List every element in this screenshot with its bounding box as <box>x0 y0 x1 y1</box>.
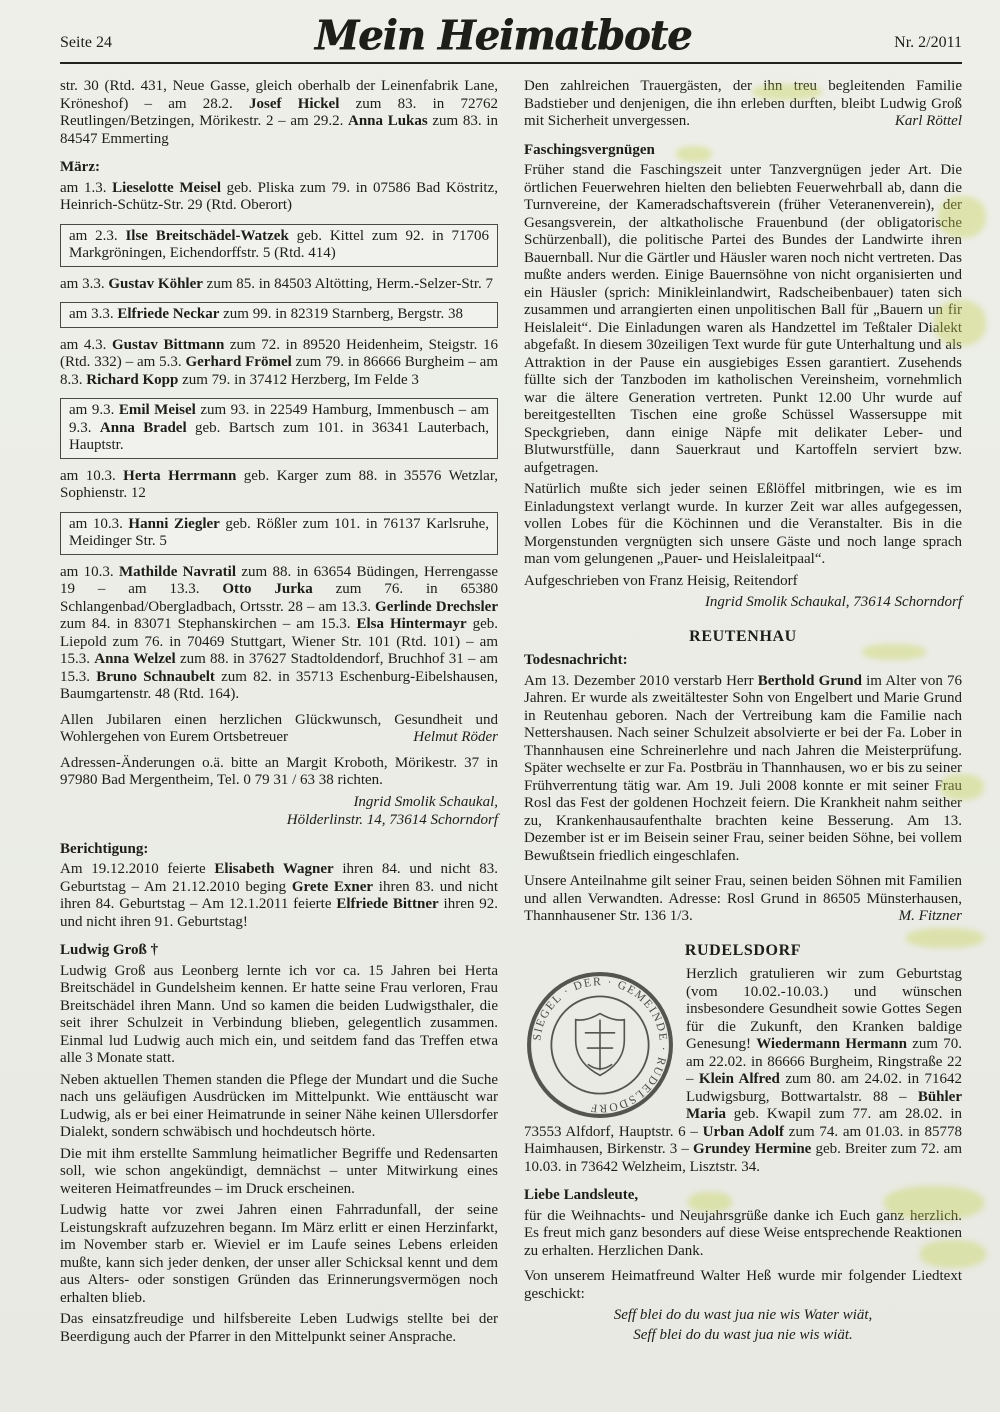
boxed-birthday-entry: am 2.3. Ilse Breitschädel-Watzek geb. Kittel zum 92. in 71706 Markgröningen, Eichendorffstr. 5 (Rtd. 414) <box>60 224 498 267</box>
landsleute-heading: Liebe Landsleute, <box>524 1187 639 1203</box>
masthead-title: Mein Heimatbote <box>314 11 692 60</box>
rudelsdorf-text: Herzlich gratulieren wir zum Geburtstag (vom 10.02.-10.03.) und wünschen insbesondere Gesundheit sowie Gottes Segen für die Zukunft, den Kranken baldige Genesung! Wiedermann Hermann zum 70. am 22.02. in 86666 Burgheim, Ringstraße 22 – Klein Alfred zum 80. am 24.02. in 71642 Ludwigsburg, Bottwartalstr. 88 – Bühler Maria geb. Kwapil zum 77. am 28.02. in 73553 Alfdorf, Hauptstr. 6 – Urban Adolf zum 74. am 01.03. in 85778 Haimhausen, Birkenstr. 3 – Grundey Hermine geb. Breiter zum 72. am 10.03. in 73642 Welzheim, Lisztstr. 34. <box>524 966 962 1175</box>
seal-graphic <box>524 969 676 1121</box>
obituary-closing: Den zahlreichen Trauergästen, der ihn treu begleitenden Familie Badstieber und denjenigen, die ihn erleben durften, bleibt Ludwig Groß mit Sicherheit unvergessen. Karl Röttel <box>524 78 962 129</box>
correction-heading: Berichtigung: <box>60 840 149 857</box>
editor-signature: Ingrid Smolik Schaukal, <box>353 793 498 810</box>
town-heading-reutenhau: REUTENHAU <box>689 627 797 645</box>
birthday-entry: am 10.3. Herta Herrmann geb. Karger zum 88. in 35576 Wetzlar, Sophienstr. 12 <box>60 467 498 501</box>
seal-crest <box>576 1014 625 1076</box>
right-column <box>524 78 962 1350</box>
birthday-entry: am 1.3. Lieselotte Meisel geb. Pliska zum 79. in 07586 Bad Köstritz, Heinrich-Schütz-Str. 29 (Rtd. Oberort) <box>60 179 498 213</box>
boxed-birthday-entry: am 9.3. Emil Meisel zum 93. in 22549 Hamburg, Immenbusch – am 9.3. Anna Bradel geb. Bartsch zum 101. in 36341 Lauterbach, Hauptstr. <box>60 398 498 459</box>
rudelsdorf-village-seal <box>524 969 676 1121</box>
obituary-paragraph: Die mit ihm erstellte Sammlung heimatlicher Begriffe und Redensarten soll, wie schon angekündigt, demnächst – unter Mitwirkung eines weiteren Heimatfreundes – im Druck erscheinen. <box>60 1145 498 1197</box>
song-line: Seff blei do du wast jua nie wis wiät. <box>633 1326 853 1343</box>
issue-number: Nr. 2/2011 <box>894 34 962 51</box>
editor-signature: Ingrid Smolik Schaukal, 73614 Schorndorf <box>704 594 962 610</box>
page-header <box>60 11 962 64</box>
page-number: Seite 24 <box>60 34 112 51</box>
svg-text:SIEGEL · DER · GEMEINDE · RUDE: SIEGEL · DER · GEMEINDE · RUDELSDORF <box>530 975 670 1115</box>
birthday-entry: am 4.3. Gustav Bittmann zum 72. in 89520 Heidenheim, Steigstr. 16 (Rtd. 332) – am 5.3. Gerhard Frömel zum 79. in 86666 Burgheim – am 8.3. Richard Kopp zum 79. in 37412 Herzberg, Im Felde 3 <box>60 336 499 388</box>
boxed-birthday-entry: am 3.3. Elfriede Neckar zum 99. in 82319 Starnberg, Bergstr. 38 <box>60 302 498 328</box>
birthday-entry: am 3.3. Gustav Köhler zum 85. in 84503 Altötting, Herm.-Selzer-Str. 7 <box>60 275 494 292</box>
editor-address: Hölderlinstr. 14, 73614 Schorndorf <box>286 812 498 828</box>
fasching-heading: Faschingsvergnügen <box>524 141 655 158</box>
thanks-paragraph: für die Weihnachts- und Neujahrsgrüße danke ich Euch ganz herzlich. Es freut mich ganz besonders auf diese Weise entsprechende Reaktionen zu erhalten. Herzlichen Dank. <box>524 1207 962 1259</box>
obituary-paragraph: Ludwig Groß aus Leonberg lernte ich vor ca. 15 Jahren bei Herta Breitschädel in Gundelsheim kennen. Er hatte seine Frau verloren, Frau Breitschädel ihren Mann. Und so kamen die beiden Ludwigsthaler, die seit ihrer Schulzeit in Verbindung blieben, gelegentlich zusammen. Einmal lud Ludwig auch mich ein, und seitdem fand das Treffen etwa alle 3 Monate statt. <box>60 962 498 1066</box>
fasching-credit: Aufgeschrieben von Franz Heisig, Reitendorf <box>524 572 798 589</box>
town-heading-rudelsdorf: RUDELSDORF <box>684 941 802 959</box>
fasching-paragraph: Natürlich mußte sich jeder seinen Eßlöffel mitbringen, wie es im Einladungstext verlangt wurde. In kurzer Zeit war alles aufgegessen, vollen Lobes für die Köchinnen und die Veranstalter. Bis in die Morgenstunden vergnügten sich unsere Gäste und noch lange sprach man vom gelungenen „Pauer- und Heislaleitpaal“. <box>524 481 962 567</box>
obituary-paragraph: Ludwig hatte vor zwei Jahren einen Fahrradunfall, der seine Leistungskraft aufzuzehren begann. Im März erlitt er einen Herzinfarkt, im November starb er. Wieviel er im Laufe seines Lebens erleiden mußte, kann sich jeder denken, der unser aller Schicksal kennt und dem aus Alters- oder sonstigen Gründen das Erinnerungsvermögen noch erhalten blieb. <box>60 1202 498 1306</box>
month-heading-maerz: März: <box>60 159 100 175</box>
obituary-paragraph: Neben aktuellen Themen standen die Pflege der Mundart und die Suche nach uns geläufigen Ausdrücken im Mittelpunkt. Wie enttäuscht war Ludwig, als er bei einer Heimatrunde in seiner Nähe keinen Ullersdorfer Dialekt, sondern schwäbisch und hochdeutsch hörte. <box>60 1071 498 1140</box>
death-notice-text: Am 13. Dezember 2010 verstarb Herr Berthold Grund im Alter von 76 Jahren. Er wurde als zweitältester Sohn von Engelbert und Marie Grund in Reutenhau geboren. Nach der Vertreibung kam die Familie nach Nettershausen. Nach seiner Schulzeit absolvierte er bei der Fa. Lober in Thannhausen eine Schreinerlehre und nach Jahren die Meisterprüfung. Später wechselte er zur Fa. Postbräu in Thannhausen, wo er bis zu seiner Frühverrentung tätig war. Am 19. Juli 2008 konnte er mit seiner Frau Rosl das Fest der goldenen Hochzeit feiern. Die Krankheit nahm seither zu, Krankenhausaufenthalte brachten keine Besserung. Am 13. Dezember ist er im Beisein seiner Frau, seiner beiden Söhne, bei vollem Bewußtsein friedlich eingeschlafen. <box>524 672 962 864</box>
birthday-entries-continued: str. 30 (Rtd. 431, Neue Gasse, gleich oberhalb der Leinenfabrik Lane, Kröneshof) – am 28.2. Josef Hickel zum 83. in 72762 Reutlingen/Betzingen, Mörikestr. 2 – am 29.2. Anna Lukas zum 83. in 84547 Emmerting <box>60 78 499 147</box>
obituary-paragraph: Das einsatzfreudige und hilfsbereite Leben Ludwigs stellte bei der Beerdigung auch der Pfarrer in den Mittelpunkt seiner Ansprache. <box>60 1311 498 1345</box>
song-line: Seff blei do du wast jua nie wis Water wiät, <box>613 1307 873 1323</box>
birthday-entry: am 10.3. Mathilde Navratil zum 88. in 63654 Büdingen, Herrengasse 19 – am 13.3. Otto Jurka zum 76. in 65380 Schlangenbad/Obergladbach, Ortsstr. 28 – am 13.3. Gerlinde Drechsler zum 84. in 83071 Stephanskirchen – am 15.3. Elsa Hintermayr geb. Liepold zum 76. in 70469 Stuttgart, Wiener Str. 101 (Rtd. 101) – am 15.3. Anna Welzel zum 88. in 37627 Stadtoldendorf, Bruchhof 31 – am 15.3. Bruno Schnaubelt zum 82. in 35713 Eschenburg-Eibelshausen, Baumgartenstr. 48 (Rtd. 164). <box>60 563 499 702</box>
song-intro: Von unserem Heimatfreund Walter Heß wurde mir folgender Liedtext geschickt: <box>524 1268 962 1302</box>
address-change-note: Adressen-Änderungen o.ä. bitte an Margit Kroboth, Mörikestr. 37 in 97980 Bad Mergentheim, Tel. 0 79 31 / 63 38 richten. <box>60 754 498 788</box>
two-column-layout <box>60 78 962 1350</box>
congratulations-note: Allen Jubilaren einen herzlichen Glückwunsch, Gesundheit und Wohlergehen von Eurem Ortsbetreuer Helmut Röder <box>60 711 498 745</box>
rudelsdorf-birthdays <box>524 966 962 1176</box>
condolence-text: Unsere Anteilnahme gilt seiner Frau, seinen beiden Söhnen mit Familien und allen Verwandten. Adresse: Rosl Grund in 86505 Münsterhausen, Thannhausener Str. 136 1/3. M. Fitzner <box>524 873 962 924</box>
obituary-heading: Ludwig Groß † <box>60 942 159 958</box>
fasching-paragraph: Früher stand die Faschingszeit unter Tanzvergnügen jeder Art. Die örtlichen Feuerwehren hielten den beliebten Feuerwehrball ab, dann die Turnvereine, der Kameradschaftsverein (früher Veteranenverein), der Gesangsverein, der altkatholische Frauenbund (der obligatorische Schürzenball), die politische Partei des Bundes der Landwirte ihren Bauernball. Nur die Gärtler und Häusler waren noch nicht vertreten. Das mußte anders werden. Einige Bauernsöhne von nicht organisierten und ein Häusler (sprich: Minikleinlandwirt, Radscheibenbauer) taten sich zusammen und arrangierten einen unpolitischen Ball für „Bauern un fir Heislaleit“. Die Einladungen waren als Handzettel im Teßtaler Dialekt abgefaßt. In diesem 30zeiligen Text wurde für gute Unterhaltung und als Attraktion in der Pause ein ausgiebiges Essen garantiert. Zusehends füllte sich der Tanzboden im katholischen Vereinsheim, vornehmlich war die ältere Generation vertreten. Punkt 12.00 Uhr wurde auf bereitgestellten Tischen eine große Schüssel Wassersuppe mit Speckgrieben, dann einige Näpfe mit delikater Leber- und Blutwurstfülle, dann Sauerkraut und Kartoffeln serviert bzw. aufgetragen. <box>524 162 962 476</box>
correction-text: Am 19.12.2010 feierte Elisabeth Wagner ihren 84. und nicht 83. Geburtstag – Am 21.12.2010 beging Grete Exner ihren 83. und nicht ihren 84. Geburtstag – Am 12.1.2011 feierte Elfriede Bittner ihren 92. und nicht ihren 91. Geburtstag! <box>60 861 498 930</box>
death-notice-heading: Todesnachricht: <box>524 652 628 668</box>
left-column <box>60 78 498 1350</box>
boxed-birthday-entry: am 10.3. Hanni Ziegler geb. Rößler zum 101. in 76137 Karlsruhe, Meidinger Str. 5 <box>60 512 498 555</box>
